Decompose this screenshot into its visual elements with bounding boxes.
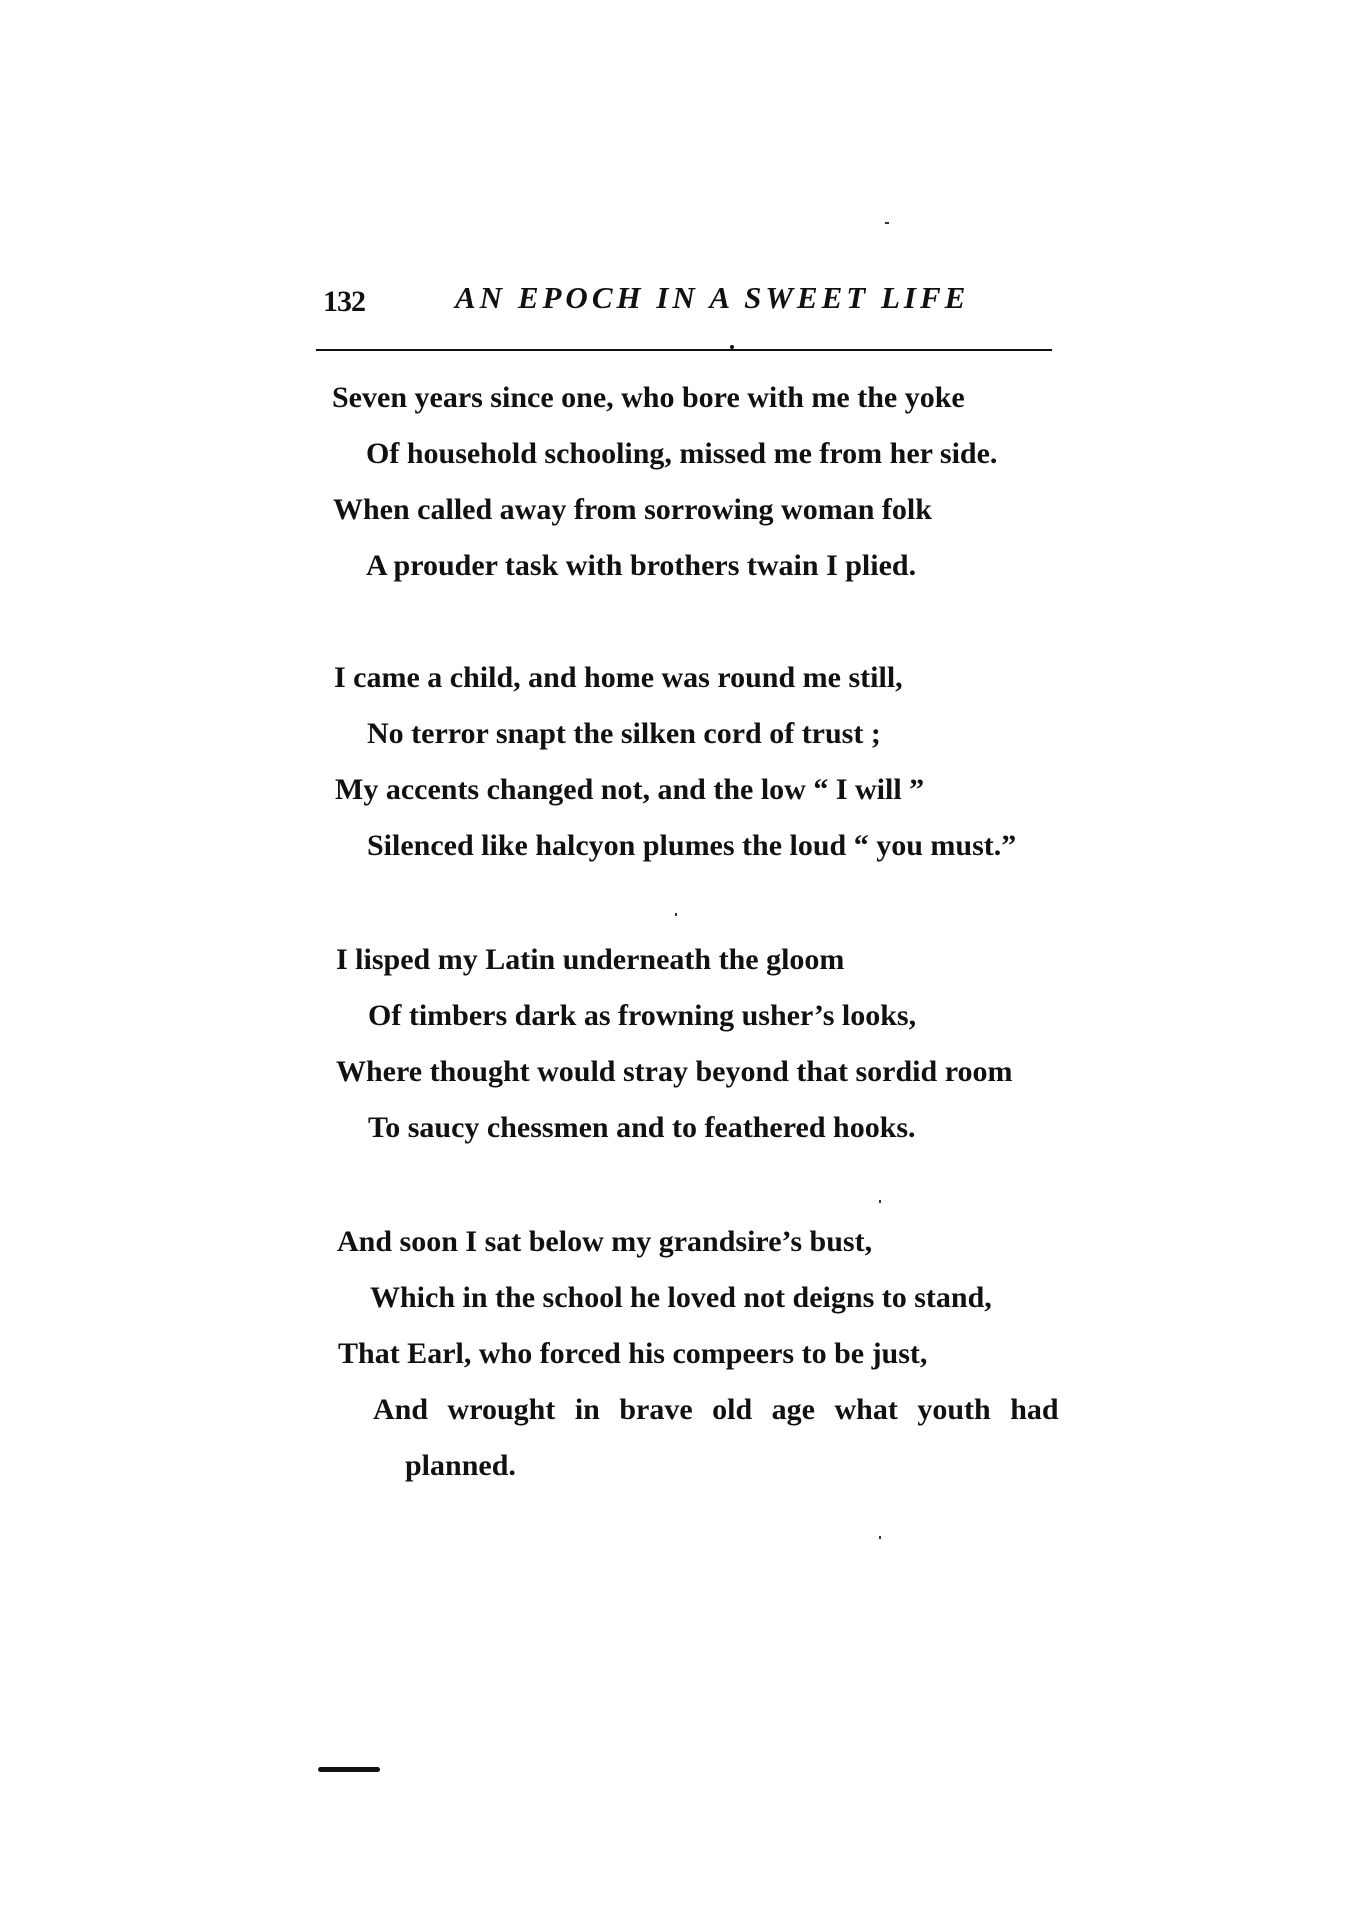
poem-line: I came a child, and home was round me still, [334, 661, 903, 694]
poem-line: I lisped my Latin underneath the gloom [336, 943, 845, 976]
poem-line: planned. [405, 1449, 516, 1482]
poem-line: And wrought in brave old age what youth had [373, 1393, 1059, 1426]
poem-line: And soon I sat below my grandsire’s bust, [337, 1225, 873, 1258]
header-rule [316, 349, 1052, 351]
scan-speck [879, 1536, 881, 1539]
poem-line: When called away from sorrowing woman folk [333, 493, 932, 526]
running-title: AN EPOCH IN A SWEET LIFE [455, 280, 970, 315]
poem-line: My accents changed not, and the low “ I will ” [335, 773, 925, 806]
poem-line: Of timbers dark as frowning usher’s looks, [368, 999, 917, 1032]
poem-line: No terror snapt the silken cord of trust ; [367, 717, 881, 750]
scan-speck [885, 222, 889, 224]
poem-line: A prouder task with brothers twain I plied. [366, 549, 917, 582]
header-rule-mark [730, 345, 734, 349]
poem-line: Which in the school he loved not deigns to stand, [370, 1281, 992, 1314]
poem-line: To saucy chessmen and to feathered hooks. [368, 1111, 916, 1144]
poem-line: Of household schooling, missed me from her side. [366, 437, 998, 470]
footer-mark [318, 1767, 380, 1772]
poem-line: Seven years since one, who bore with me the yoke [332, 381, 965, 414]
page-number: 132 [323, 285, 365, 318]
poem-line: Where thought would stray beyond that sordid room [336, 1055, 1013, 1088]
poem-line: Silenced like halcyon plumes the loud “ you must.” [367, 829, 1017, 862]
scan-speck [675, 913, 677, 916]
poem-line: That Earl, who forced his compeers to be just, [338, 1337, 928, 1370]
scan-speck [879, 1200, 881, 1203]
